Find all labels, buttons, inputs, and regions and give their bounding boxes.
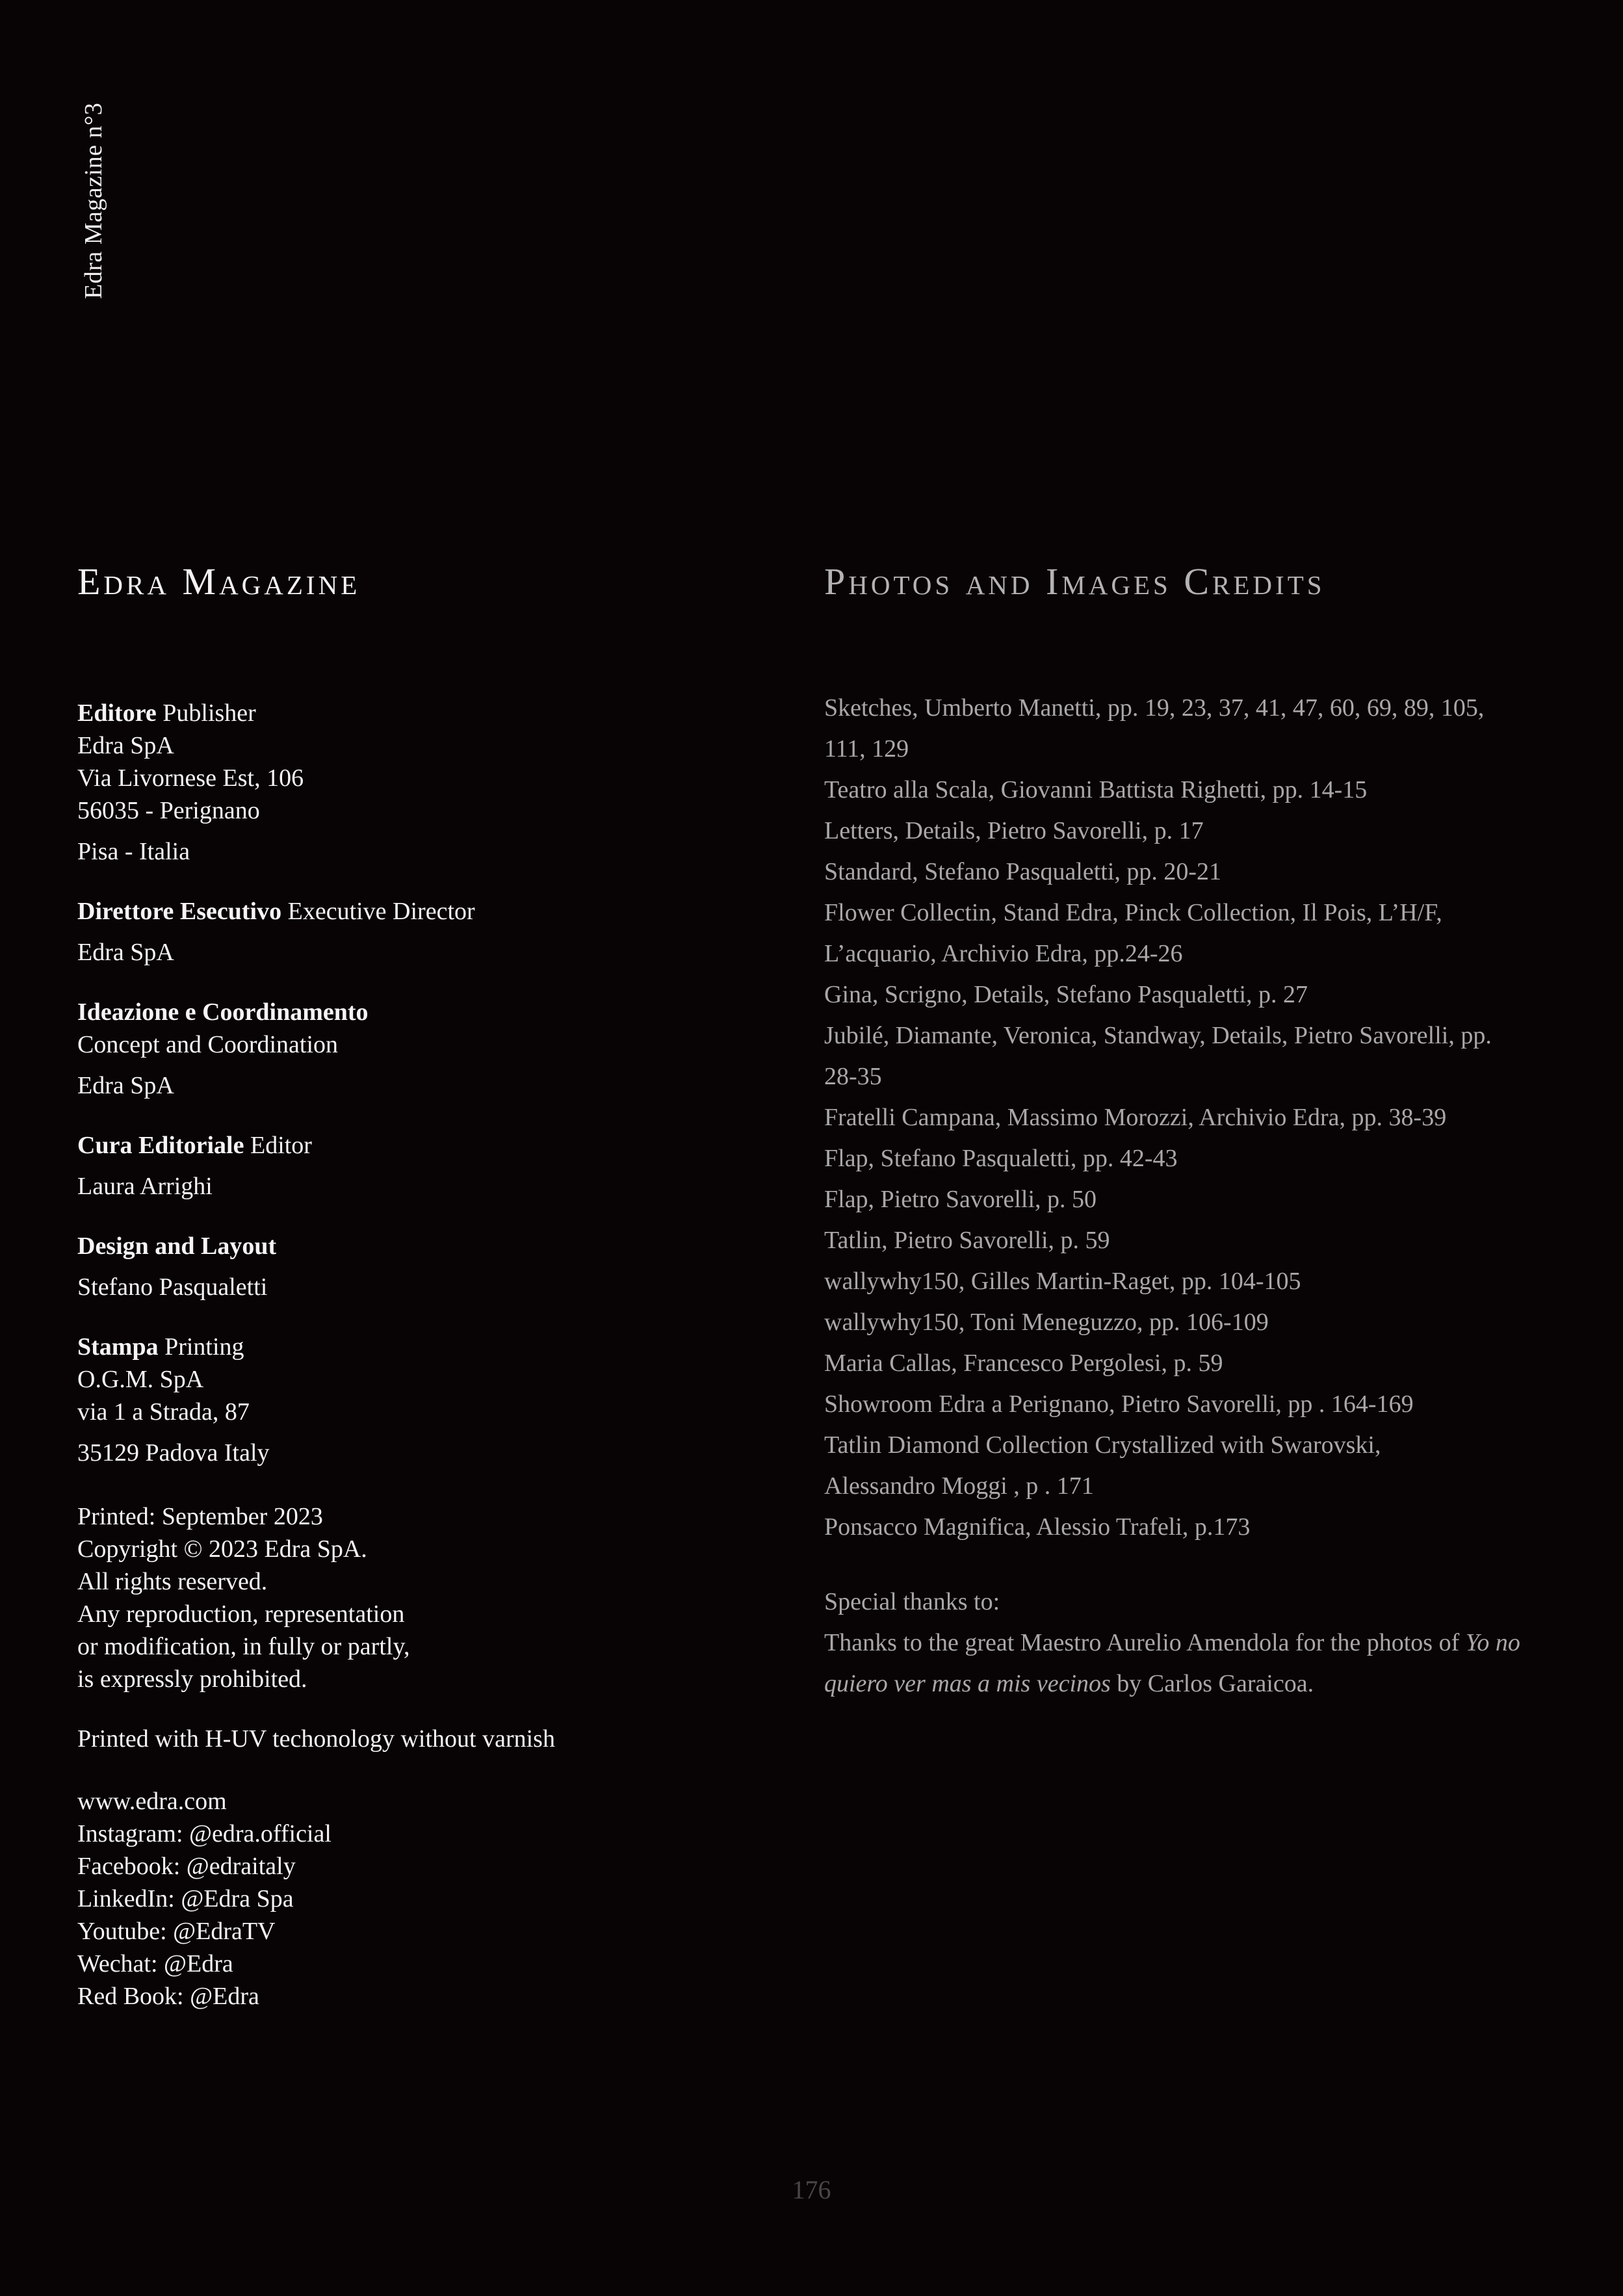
executive-director-label: Executive Director: [287, 898, 475, 925]
publisher-line: Via Livornese Est, 106: [77, 764, 304, 792]
concept-line: Concept and Coordination: [77, 1031, 339, 1058]
thanks-work-title: quiero ver mas a mis vecinos: [824, 1670, 1111, 1697]
editor-block: [77, 1129, 740, 1203]
printing-label-bold: Stampa: [77, 1333, 159, 1361]
publisher-line: Pisa - Italia: [77, 838, 190, 865]
redbook-handle[interactable]: Red Book: @Edra: [77, 1983, 259, 2010]
printing-line: O.G.M. SpA: [77, 1366, 204, 1393]
thanks-work-title: Yo no: [1465, 1629, 1520, 1656]
credit-item: Fratelli Campana, Massimo Morozzi, Archivio Edra, pp. 38-39: [824, 1104, 1447, 1131]
credits-heading: Photos and Images Credits: [824, 560, 1325, 603]
executive-director-label-bold: Direttore Esecutivo: [77, 898, 282, 925]
concept-label-bold: Ideazione e Coordinamento: [77, 998, 369, 1026]
printing-line: 35129 Padova Italy: [77, 1439, 270, 1467]
credit-item: Standard, Stefano Pasqualetti, pp. 20-21: [824, 858, 1222, 885]
design-line: Stefano Pasqualetti: [77, 1273, 268, 1301]
copyright-line: All rights reserved.: [77, 1568, 268, 1595]
design-label-bold: Design and Layout: [77, 1233, 277, 1260]
publisher-line: 56035 - Perignano: [77, 797, 260, 824]
credit-item: Tatlin, Pietro Savorelli, p. 59: [824, 1227, 1110, 1254]
credit-item: wallywhy150, Toni Meneguzzo, pp. 106-109: [824, 1309, 1269, 1336]
credit-item: Tatlin Diamond Collection Crystallized with Swarovski,: [824, 1431, 1381, 1459]
publisher-label: Publisher: [162, 699, 256, 727]
thanks-text: by Carlos Garaicoa.: [1110, 1670, 1314, 1697]
youtube-handle[interactable]: Youtube: @EdraTV: [77, 1918, 276, 1945]
special-thanks-block: [824, 1582, 1565, 1704]
credit-item: Flap, Stefano Pasqualetti, pp. 42-43: [824, 1145, 1178, 1172]
copyright-block: [77, 1500, 740, 1695]
copyright-line: is expressly prohibited.: [77, 1665, 307, 1693]
credit-item: 28-35: [824, 1063, 882, 1090]
copyright-line: or modification, in fully or partly,: [77, 1633, 410, 1660]
concept-line: Edra SpA: [77, 1072, 174, 1099]
vertical-magazine-label: Edra Magazine n°3: [80, 102, 107, 299]
credit-item: Jubilé, Diamante, Veronica, Standway, Details, Pietro Savorelli, pp.: [824, 1022, 1492, 1049]
design-block: [77, 1230, 740, 1303]
thanks-text: Thanks to the great Maestro Aurelio Amendola for the photos of: [824, 1629, 1466, 1656]
technology-note-block: [77, 1723, 740, 1755]
printing-block: [77, 1331, 740, 1469]
copyright-line: Any reproduction, representation: [77, 1600, 405, 1628]
credit-item: Gina, Scrigno, Details, Stefano Pasqualetti, p. 27: [824, 981, 1308, 1008]
technology-note: Printed with H-UV techonology without varnish: [77, 1725, 555, 1753]
facebook-handle[interactable]: Facebook: @edraitaly: [77, 1853, 296, 1880]
publisher-line: Edra SpA: [77, 732, 174, 759]
credit-item: Sketches, Umberto Manetti, pp. 19, 23, 37, 41, 47, 60, 69, 89, 105,: [824, 694, 1485, 722]
wechat-handle[interactable]: Wechat: @Edra: [77, 1950, 233, 1977]
credit-item: 111, 129: [824, 735, 909, 763]
credit-item: Maria Callas, Francesco Pergolesi, p. 59: [824, 1350, 1223, 1377]
contacts-block: [77, 1785, 740, 2013]
credit-item: Letters, Details, Pietro Savorelli, p. 17: [824, 817, 1204, 844]
edra-magazine-heading: Edra Magazine: [77, 560, 361, 603]
credit-item: Flower Collectin, Stand Edra, Pinck Collection, Il Pois, L’H/F,: [824, 899, 1442, 926]
right-column: [824, 559, 1565, 1704]
publisher-block: [77, 697, 740, 868]
credit-item: wallywhy150, Gilles Martin-Raget, pp. 104-105: [824, 1268, 1301, 1295]
editor-label: Editor: [250, 1132, 312, 1159]
editor-label-bold: Cura Editoriale: [77, 1132, 244, 1159]
publisher-label-bold: Editore: [77, 699, 157, 727]
special-thanks-heading: Special thanks to:: [824, 1588, 1000, 1615]
printing-line: via 1 a Strada, 87: [77, 1398, 250, 1426]
copyright-line: Printed: September 2023: [77, 1503, 323, 1530]
credit-item: Flap, Pietro Savorelli, p. 50: [824, 1186, 1097, 1213]
credit-item: Showroom Edra a Perignano, Pietro Savorelli, pp . 164-169: [824, 1390, 1414, 1418]
credit-item: Teatro alla Scala, Giovanni Battista Righetti, pp. 14-15: [824, 776, 1368, 803]
copyright-line: Copyright © 2023 Edra SpA.: [77, 1535, 367, 1563]
instagram-handle[interactable]: Instagram: @edra.official: [77, 1820, 331, 1847]
linkedin-handle[interactable]: LinkedIn: @Edra Spa: [77, 1885, 294, 1912]
printing-label: Printing: [164, 1333, 244, 1361]
executive-director-line: Edra SpA: [77, 939, 174, 966]
credits-list: [824, 688, 1565, 1548]
website-link[interactable]: www.edra.com: [77, 1788, 227, 1815]
page-number: 176: [792, 2175, 831, 2204]
credit-item: Alessandro Moggi , p . 171: [824, 1472, 1094, 1500]
editor-line: Laura Arrighi: [77, 1173, 213, 1200]
executive-director-block: [77, 895, 740, 969]
credit-item: L’acquario, Archivio Edra, pp.24-26: [824, 940, 1183, 967]
concept-block: [77, 996, 740, 1102]
credit-item: Ponsacco Magnifica, Alessio Trafeli, p.173: [824, 1513, 1251, 1541]
left-column: [77, 559, 740, 2040]
